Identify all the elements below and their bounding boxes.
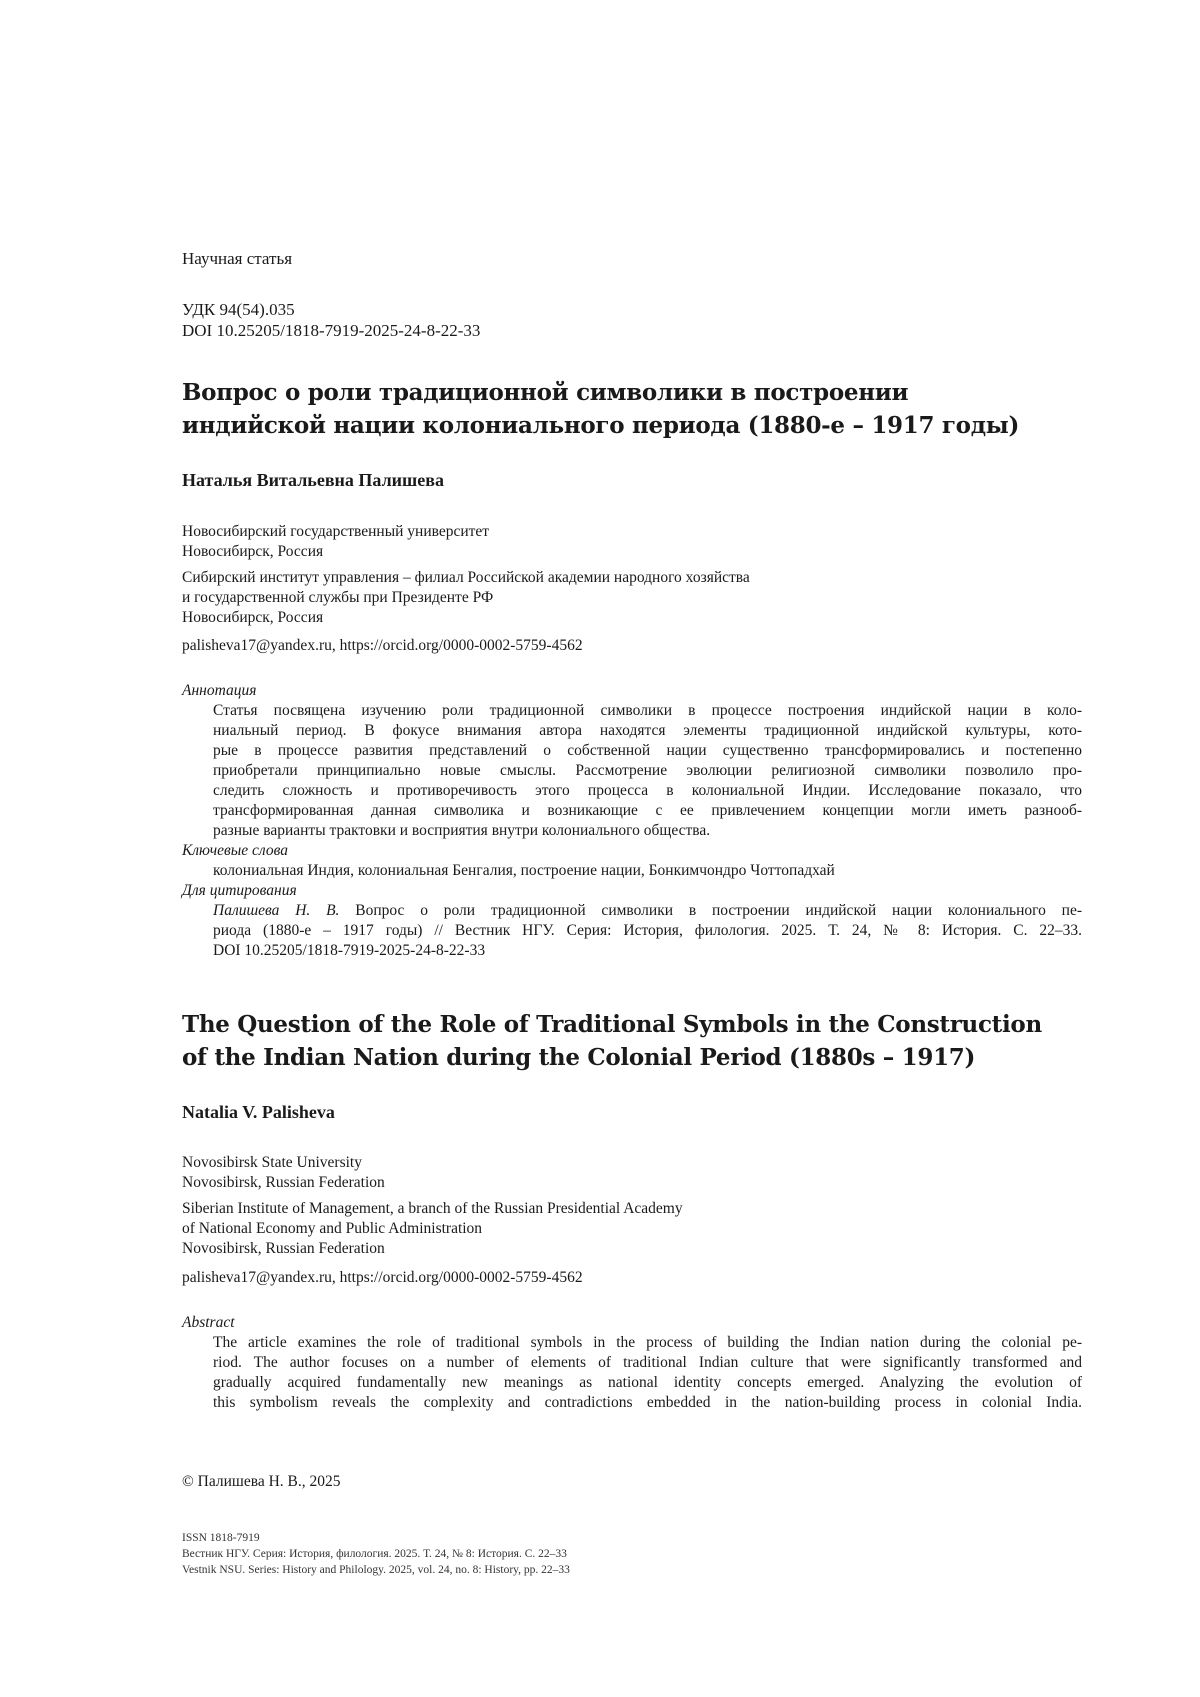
ru-abstract-line: приобретали принципиально новые смыслы. Рассмотрение эволюции религиозной символики позволило про-	[213, 761, 1082, 781]
ru-abstract-line: рые в процессе развития представлений о собственной нации существенно трансформировались и постепенно	[213, 741, 1082, 761]
ru-keywords-text: колониальная Индия, колониальная Бенгалия, построение нации, Бонкимчондро Чоттопадхай	[213, 861, 1082, 881]
ru-affiliation-line: и государственной службы при Президенте РФ	[182, 588, 1082, 608]
en-abstract-line: riod. The author focuses on a number of elements of traditional Indian culture that were significantly transformed and	[213, 1353, 1082, 1373]
en-author-name: Natalia V. Palisheva	[182, 1102, 1082, 1123]
ru-author-name: Наталья Витальевна Палишева	[182, 470, 1082, 491]
ru-contact	[182, 636, 1082, 656]
en-author	[182, 1102, 1082, 1123]
en-abstract-line: this symbolism reveals the complexity and contradictions embedded in the nation-building process in colonial India.	[213, 1393, 1082, 1413]
ru-abstract-line: трансформированная данная символика и возникающие с ее привлечением концепции могли иметь разнооб-	[213, 801, 1082, 821]
en-abstract-line: The article examines the role of traditional symbols in the process of building the Indian nation during the colonial pe-	[213, 1333, 1082, 1353]
en-affiliation-line: Novosibirsk, Russian Federation	[182, 1239, 1082, 1259]
ru-citation-body	[182, 901, 1082, 961]
en-affiliation-line: of National Economy and Public Administration	[182, 1219, 1082, 1239]
ru-title-line: индийской нации колониального периода (1880-е – 1917 годы)	[182, 409, 1082, 442]
ru-title	[182, 376, 1082, 442]
copyright	[182, 1472, 1082, 1492]
ru-affiliation-line: Новосибирск, Россия	[182, 542, 1082, 562]
ru-keywords-body	[182, 861, 1082, 881]
ru-citation-line	[213, 901, 1082, 921]
en-abstract-body	[182, 1333, 1082, 1413]
page-footer	[182, 1530, 1082, 1578]
ru-citation-label: Для цитирования	[182, 881, 1082, 901]
journal-en: Vestnik NSU. Series: History and Philology. 2025, vol. 24, no. 8: History, pp. 22–33	[182, 1562, 1082, 1578]
article-type-text: Научная статья	[182, 248, 1082, 269]
ru-abstract-line: Статья посвящена изучению роли традиционной символики в процессе построения индийской нации в коло-	[213, 701, 1082, 721]
en-affiliation-line: Novosibirsk, Russian Federation	[182, 1173, 1082, 1193]
ru-author	[182, 470, 1082, 491]
journal-ru: Вестник НГУ. Серия: История, филология. 2025. Т. 24, № 8: История. С. 22–33	[182, 1546, 1082, 1562]
en-title	[182, 1008, 1082, 1074]
ru-title-line: Вопрос о роли традиционной символики в построении	[182, 376, 1082, 409]
ru-citation-author: Палишева Н. В.	[213, 902, 339, 919]
ru-abstract-body	[182, 701, 1082, 841]
ru-affiliations	[182, 522, 1082, 628]
ru-contact-text: palisheva17@yandex.ru, https://orcid.org/0000-0002-5759-4562	[182, 636, 1082, 656]
en-abstract-label: Abstract	[182, 1313, 1082, 1333]
ru-citation-text: Вопрос о роли традиционной символики в построении индийской нации колониального пе-	[339, 902, 1082, 919]
en-affiliation-line: Novosibirsk State University	[182, 1153, 1082, 1173]
udc-code: УДК 94(54).035	[182, 299, 1082, 320]
copyright-text: © Палишева Н. В., 2025	[182, 1472, 1082, 1492]
udc-doi-block	[182, 299, 1082, 341]
ru-citation-line: риода (1880-е – 1917 годы) // Вестник НГУ. Серия: История, филология. 2025. Т. 24, № 8: История. С. 22–33.	[213, 921, 1082, 941]
ru-keywords-label: Ключевые слова	[182, 841, 1082, 861]
ru-affiliation-line: Сибирский институт управления – филиал Российской академии народного хозяйства	[182, 568, 1082, 588]
en-abstract	[182, 1313, 1082, 1413]
en-title-line: The Question of the Role of Traditional Symbols in the Construction	[182, 1008, 1082, 1041]
ru-abstract-line: ниальный период. В фокусе внимания автора находятся элементы традиционной индийской культуры, кото-	[213, 721, 1082, 741]
en-affiliation-line: Siberian Institute of Management, a branch of the Russian Presidential Academy	[182, 1199, 1082, 1219]
en-contact-text: palisheva17@yandex.ru, https://orcid.org/0000-0002-5759-4562	[182, 1268, 1082, 1288]
ru-citation-line: DOI 10.25205/1818-7919-2025-24-8-22-33	[213, 941, 1082, 961]
ru-abstract-line: разные варианты трактовки и восприятия внутри колониального общества.	[213, 821, 1082, 841]
issn: ISSN 1818-7919	[182, 1530, 1082, 1546]
ru-abstract-line: следить сложность и противоречивость этого процесса в колониальной Индии. Исследование показало, что	[213, 781, 1082, 801]
ru-affiliation-line: Новосибирский государственный университет	[182, 522, 1082, 542]
doi-code: DOI 10.25205/1818-7919-2025-24-8-22-33	[182, 320, 1082, 341]
ru-affiliation-line: Новосибирск, Россия	[182, 608, 1082, 628]
en-contact	[182, 1268, 1082, 1288]
en-affiliations	[182, 1153, 1082, 1259]
ru-abstract	[182, 681, 1082, 961]
ru-abstract-label: Аннотация	[182, 681, 1082, 701]
en-title-line: of the Indian Nation during the Colonial Period (1880s – 1917)	[182, 1041, 1082, 1074]
en-abstract-line: gradually acquired fundamentally new meanings as national identity concepts emerged. Analyzing the evolution of	[213, 1373, 1082, 1393]
article-type	[182, 248, 1082, 269]
